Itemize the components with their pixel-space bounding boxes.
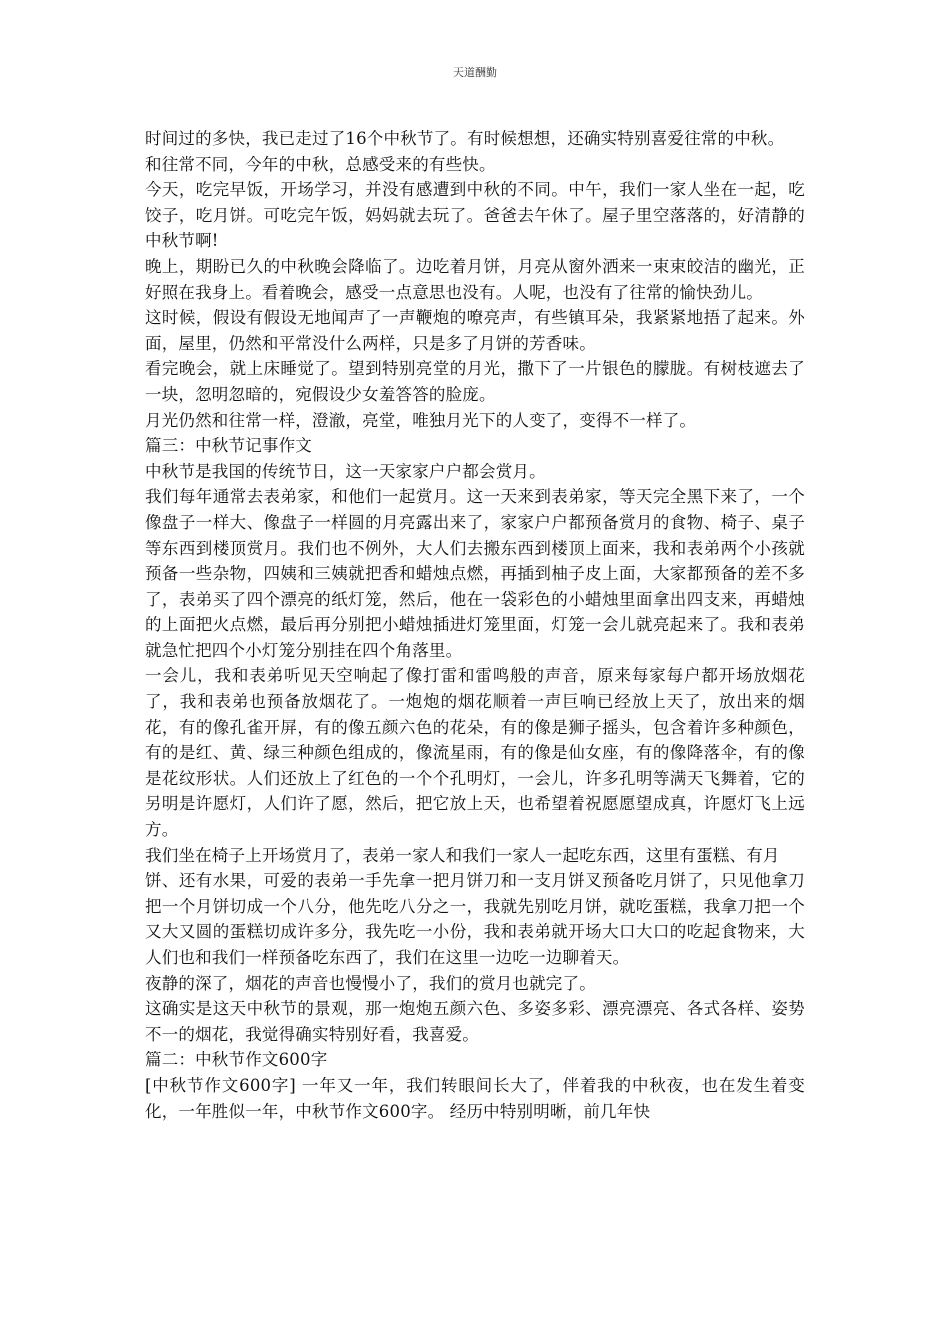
paragraph: 看完晚会，就上床睡觉了。望到特别亮堂的月光，撒下了一片银色的朦胧。有树枝遮去了一块，忽明忽暗的，宛假设少女羞答答的脸庞。 <box>145 359 805 404</box>
paragraph: 夜静的深了，烟花的声音也慢慢小了，我们的赏月也就完了。 <box>145 973 596 993</box>
paragraph: 我们坐在椅子上开场赏月了，表弟一家人和我们一家人一起吃东西，这里有蛋糕、有月 <box>145 845 780 865</box>
paragraph: 和往常不同，今年的中秋，总感受来的有些快。 <box>145 154 496 174</box>
paragraph: 这时候，假设有假设无地闻声了一声鞭炮的嘹亮声，有些镇耳朵，我紧紧地捂了起来。外面，屋里，仍然和平常没什么两样，只是多了月饼的芳香味。 <box>145 308 805 353</box>
paragraph: 我们每年通常去表弟家，和他们一起赏月。这一天来到表弟家，等天完全黑下来了，一个像盘子一样大、像盘子一样圆的月亮露出来了，家家户户都预备赏月的食物、椅子、桌子等东西到楼顶赏月。我们也不例外，大人们去搬东西到楼顶上面来，我和表弟两个小孩就预备一些杂物，四姨和三姨就把香和蜡烛点燃，再插到柚子皮上面，大家都预备的差不多了，表弟买了四个漂亮的纸灯笼，然后，他在一袋彩色的小蜡烛里面拿出四支来，再蜡烛的上面把火点燃，最后再分别把小蜡烛插进灯笼里面，灯笼一会儿就亮起来了。我和表弟就急忙把四个小灯笼分别挂在四个角落里。 <box>145 487 805 660</box>
document-body <box>145 126 805 1124</box>
paragraph: 这确实是这天中秋节的景观，那一炮炮五颜六色、多姿多彩、漂亮漂亮、各式各样、姿势不一的烟花，我觉得确实特别好看，我喜爱。 <box>145 999 805 1044</box>
section-heading: 篇三：中秋节记事作文 <box>145 436 312 456</box>
paragraph: 晚上，期盼已久的中秋晚会降临了。边吃着月饼，月亮从窗外洒来一束束皎洁的幽光，正好照在我身上。看着晚会，感受一点意思也没有。人呢，也没有了往常的愉快劲儿。 <box>145 256 805 302</box>
page-header: 天道酬勤 <box>453 66 497 79</box>
paragraph: 一会儿，我和表弟听见天空响起了像打雷和雷鸣般的声音，原来每家每户都开场放烟花了，我和表弟也预备放烟花了。一炮炮的烟花顺着一声巨响已经放上天了，放出来的烟花，有的像孔雀开屏，有的像五颜六色的花朵，有的像是狮子摇头，包含着许多种颜色，有的是红、黄、绿三种颜色组成的，像流星雨，有的像是仙女座，有的像降落伞，有的像是花纹形状。人们还放上了红色的一个个孔明灯，一会儿，许多孔明等满天飞舞着，它的另明是许愿灯，人们许了愿，然后，把它放上天，也希望着祝愿愿望成真，许愿灯飞上远方。 <box>145 666 805 840</box>
paragraph: 时间过的多快，我已走过了16个中秋节了。有时候想想，还确实特别喜爱往常的中秋。 <box>145 129 785 148</box>
paragraph: [中秋节作文600字] 一年又一年，我们转眼间长大了，伴着我的中秋夜，也在发生着变化，一年胜似一年，中秋节作文600字。 经历中特别明晰，前几年快 <box>145 1075 805 1121</box>
paragraph: 饼、还有水果，可爱的表弟一手先拿一把月饼刀和一支月饼叉预备吃月饼了，只见他拿刀把一个月饼切成一个八分，他先吃八分之一，我就先别吃月饼，就吃蛋糕，我拿刀把一个又大又圆的蛋糕切成许多分，我先吃一小份，我和表弟就开场大口大口的吃起食物来，大人们也和我们一样预备吃东西了，我们在这里一边吃一边聊着天。 <box>145 871 805 967</box>
paragraph: 月光仍然和往常一样，澄澈，亮堂，唯独月光下的人变了，变得不一样了。 <box>145 410 697 430</box>
section-heading: 篇二：中秋节作文600字 <box>145 1050 328 1070</box>
paragraph: 中秋节是我国的传统节日，这一天家家户户都会赏月。 <box>145 461 546 481</box>
paragraph: 今天，吃完早饭，开场学习，并没有感遭到中秋的不同。中午，我们一家人坐在一起，吃饺子，吃月饼。可吃完午饭，妈妈就去玩了。爸爸去午休了。屋子里空落落的，好清静的中秋节啊! <box>145 180 805 251</box>
